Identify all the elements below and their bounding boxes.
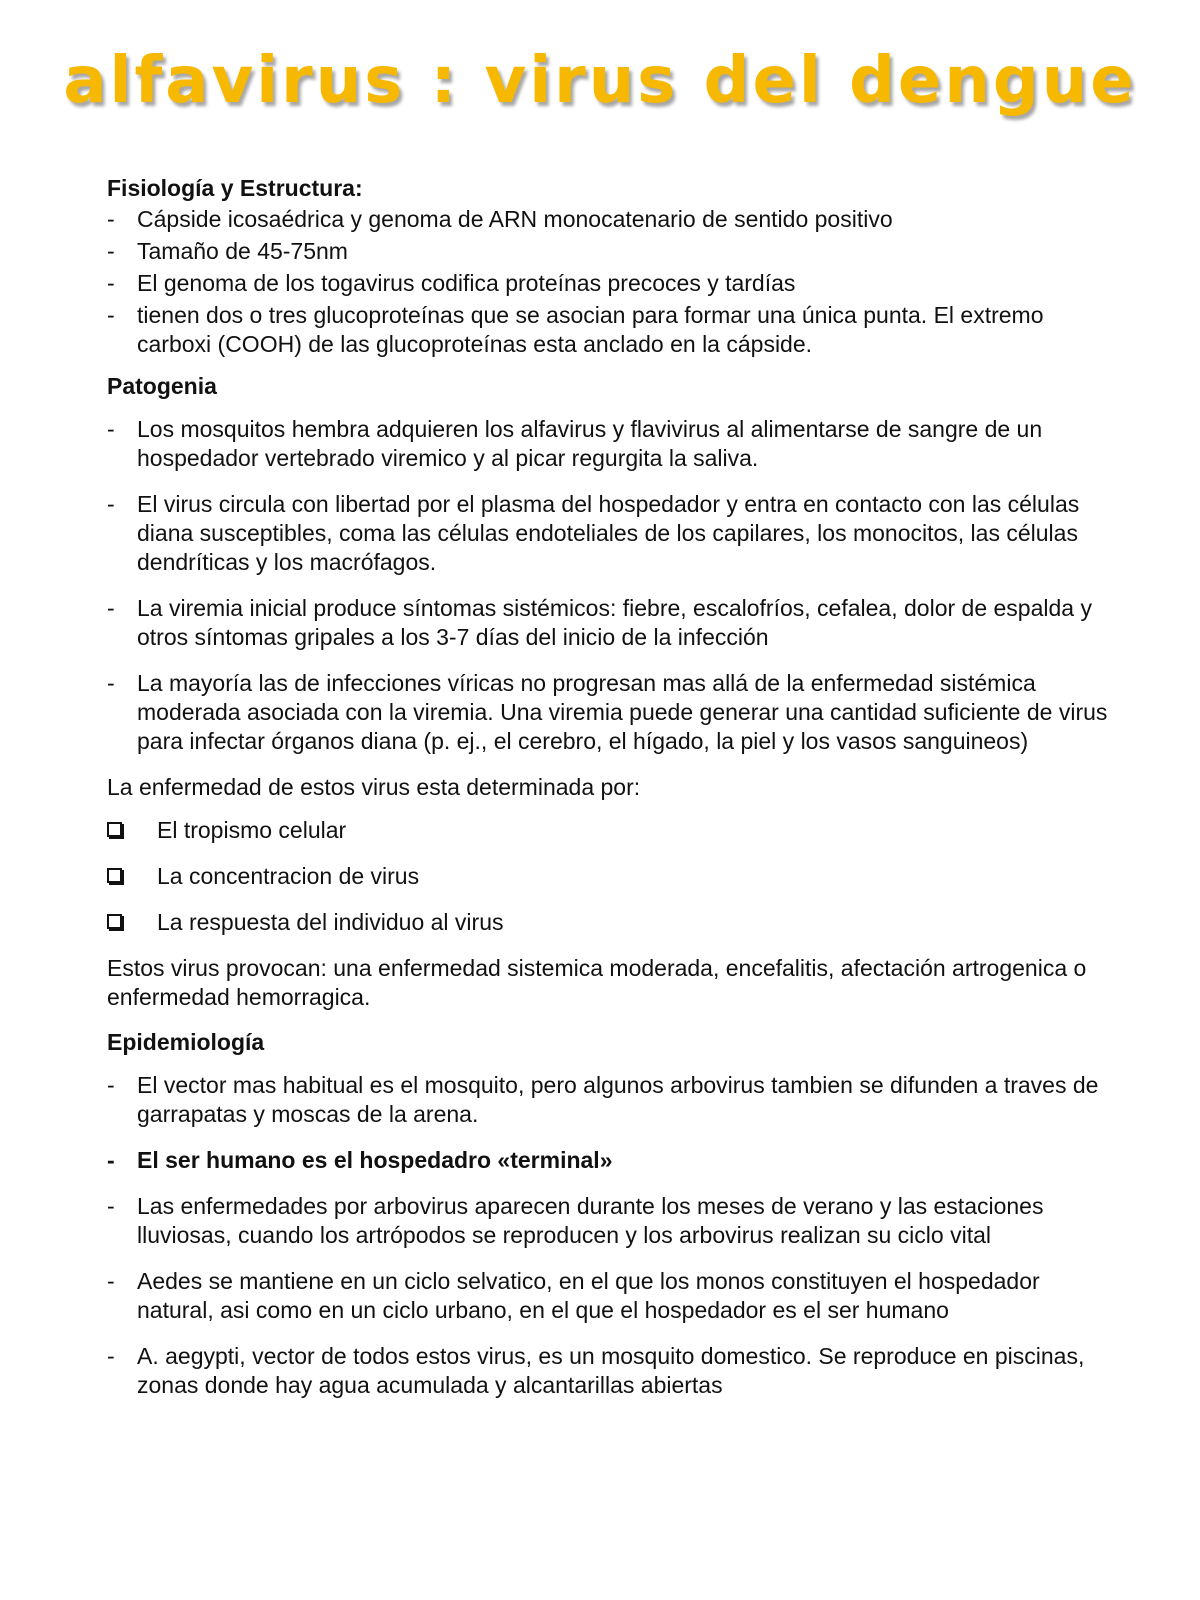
outcome-paragraph: Estos virus provocan: una enfermedad sistemica moderada, encefalitis, afectación artrogenica o enfermedad hemorragica. bbox=[107, 955, 1087, 1010]
fisiologia-list bbox=[107, 205, 1117, 359]
determinants-intro: La enfermedad de estos virus esta determinada por: bbox=[107, 774, 641, 800]
checklist-item bbox=[107, 908, 1117, 937]
checkbox-bullet-icon bbox=[107, 914, 122, 929]
checkbox-bullet-icon bbox=[107, 868, 122, 883]
list-item: - Tamaño de 45-75nm bbox=[107, 237, 1117, 266]
patogenia-list bbox=[107, 415, 1117, 756]
list-item: - Cápside icosaédrica y genoma de ARN monocatenario de sentido positivo bbox=[107, 205, 1117, 234]
heading-fisiologia: Fisiología y Estructura: bbox=[107, 175, 363, 201]
heading-epidemiologia: Epidemiología bbox=[107, 1029, 265, 1055]
epidemiologia-list bbox=[107, 1071, 1117, 1400]
list-item: - El vector mas habitual es el mosquito, pero algunos arbovirus tambien se difunden a traves de garrapatas y moscas de la arena. bbox=[107, 1071, 1117, 1129]
list-item: - Aedes se mantiene en un ciclo selvatico, en el que los monos constituyen el hospedador natural, asi como en un ciclo urbano, en el que el hospedador es el ser humano bbox=[107, 1267, 1117, 1325]
list-item: - El virus circula con libertad por el plasma del hospedador y entra en contacto con las células diana susceptibles, coma las células endoteliales de los capilares, los monocitos, las células dendríticas y los macrófagos. bbox=[107, 490, 1117, 577]
checklist-item-label: El tropismo celular bbox=[157, 817, 347, 843]
list-item: - A. aegypti, vector de todos estos virus, es un mosquito domestico. Se reproduce en piscinas, zonas donde hay agua acumulada y alcantarillas abiertas bbox=[107, 1342, 1117, 1400]
list-item: - tienen dos o tres glucoproteínas que se asocian para formar una única punta. El extremo carboxi (COOH) de las glucoproteínas esta anclado en la cápside. bbox=[107, 301, 1117, 359]
heading-patogenia: Patogenia bbox=[107, 373, 217, 399]
list-item: - La viremia inicial produce síntomas sistémicos: fiebre, escalofríos, cefalea, dolor de espalda y otros síntomas gripales a los 3-7 días del inicio de la infección bbox=[107, 594, 1117, 652]
checklist-item bbox=[107, 816, 1117, 845]
checklist-item bbox=[107, 862, 1117, 891]
list-item: - Las enfermedades por arbovirus aparecen durante los meses de verano y las estaciones lluviosas, cuando los artrópodos se reproducen y los arbovirus realizan su ciclo vital bbox=[107, 1192, 1117, 1250]
list-item: - El genoma de los togavirus codifica proteínas precoces y tardías bbox=[107, 269, 1117, 298]
determinants-list bbox=[107, 816, 1117, 937]
checklist-item-label: La concentracion de virus bbox=[157, 863, 420, 889]
page-title: alfavirus : virus del dengue bbox=[63, 44, 1137, 118]
list-item: - La mayoría las de infecciones víricas no progresan mas allá de la enfermedad sistémica moderada asociada con la viremia. Una viremia puede generar una cantidad suficiente de virus para infectar órganos diana (p. ej., el cerebro, el hígado, la piel y los vasos sanguineos) bbox=[107, 669, 1117, 756]
list-item: - El ser humano es el hospedadro «terminal» bbox=[107, 1146, 1117, 1175]
document-body bbox=[107, 174, 1117, 1417]
checkbox-bullet-icon bbox=[107, 822, 122, 837]
checklist-item-label: La respuesta del individuo al virus bbox=[157, 909, 504, 935]
list-item: - Los mosquitos hembra adquieren los alfavirus y flavivirus al alimentarse de sangre de un hospedador vertebrado viremico y al picar regurgita la saliva. bbox=[107, 415, 1117, 473]
